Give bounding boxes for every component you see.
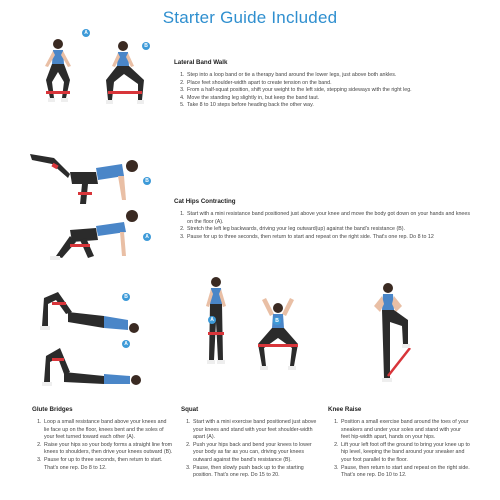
- lateral-step: 3. From a half-squat position, shift your weight to the left side, stepping sideways with the right leg.: [186, 87, 476, 95]
- glute-step: 3. Pause for up to three seconds, then return to start. That's one rep. Do 8 to 12.: [43, 457, 173, 472]
- cat-step: 3. Pause for up to three seconds, then return to start and repeat on the right side. That's one rep. Do 8 to 12: [186, 234, 476, 242]
- lateral-step: 1. Step into a loop band or tie a therapy band around the lower legs, just above both ankles.: [186, 72, 476, 80]
- lateral-step: 2. Place feet shoulder-width apart to create tension on the band.: [186, 80, 476, 88]
- squat-step: 2. Push your hips back and bend your knees to lower your body as far as you can, driving your knees outward against the band's resistance (B).: [192, 442, 322, 465]
- badge-cat-a: A: [143, 233, 151, 241]
- lateral-steps: [176, 72, 476, 110]
- knee-steps: [330, 419, 470, 480]
- squat-step: 3. Pause, then slowly push back up to the starting position. That's one rep. Do 15 to 20.: [192, 465, 322, 480]
- cat-figure-b: [30, 154, 138, 204]
- knee-step: 2. Lift your left foot off the ground to bring your knee up to hip level, keeping the band around your sneaker and your foot parallel to the floor.: [340, 442, 470, 465]
- knee-raise-figure: [374, 283, 410, 382]
- knee-step: 3. Pause, then return to start and repeat on the right side. That's one rep. Do 10 to 12.: [340, 465, 470, 480]
- cat-figure-a: [50, 210, 138, 260]
- lateral-heading: Lateral Band Walk: [174, 59, 228, 66]
- badge-squat-b: B: [273, 317, 281, 325]
- squat-figure-b: [258, 298, 298, 370]
- cat-steps: [176, 211, 476, 241]
- badge-glute-b: B: [122, 293, 130, 301]
- page-title: Starter Guide Included: [162, 8, 338, 27]
- glute-bridge-illustration: [24, 286, 154, 396]
- glute-step: 1. Loop a small resistance band above your knees and lie face up on the floor, knees bent and the soles of your feet turned toward each other (A).: [43, 419, 173, 442]
- knee-step: 1. Position a small exercise band around the toes of your sneakers and under your soles and stand with your feet hip-width apart, hands on your hips.: [340, 419, 470, 442]
- lateral-figure-b: [106, 41, 144, 104]
- lateral-figure-a: [45, 39, 71, 102]
- squat-step: 1. Start with a mini exercise band positioned just above your knees and stand with your feet shoulder-width apart (A).: [192, 419, 322, 442]
- glute-figure-a: [42, 348, 141, 386]
- cat-heading: Cat Hips Contracting: [174, 198, 236, 205]
- cat-step: 2. Stretch the left leg backwards, driving your leg outward(up) against the band's resistance (B).: [186, 226, 476, 234]
- badge-squat-a: A: [208, 316, 216, 324]
- lateral-walk-illustration: [20, 36, 160, 116]
- cat-step: 1. Start with a mini resistance band positioned just above your knee and move the body got down on your hands and knees on the floor (A).: [186, 211, 476, 226]
- lateral-step: 4. Move the standing leg slightly in, but keep the band taut.: [186, 95, 476, 103]
- glute-heading: Glute Bridges: [32, 406, 73, 413]
- badge-cat-b: B: [143, 177, 151, 185]
- lateral-step: 5. Take 8 to 10 steps before heading back the other way.: [186, 102, 476, 110]
- squat-steps: [182, 419, 322, 480]
- badge-lateral-a: A: [82, 29, 90, 37]
- badge-lateral-b: B: [142, 42, 150, 50]
- squat-illustration: [190, 270, 310, 390]
- knee-raise-illustration: [360, 280, 430, 395]
- glute-step: 2. Raise your hips so your body forms a straight line from knees to shoulders, then drive your knees outward (B).: [43, 442, 173, 457]
- glute-steps: [33, 419, 173, 472]
- knee-heading: Knee Raise: [328, 406, 362, 413]
- squat-heading: Squat: [181, 406, 199, 413]
- cat-hips-illustration: [26, 144, 161, 274]
- badge-glute-a: A: [122, 340, 130, 348]
